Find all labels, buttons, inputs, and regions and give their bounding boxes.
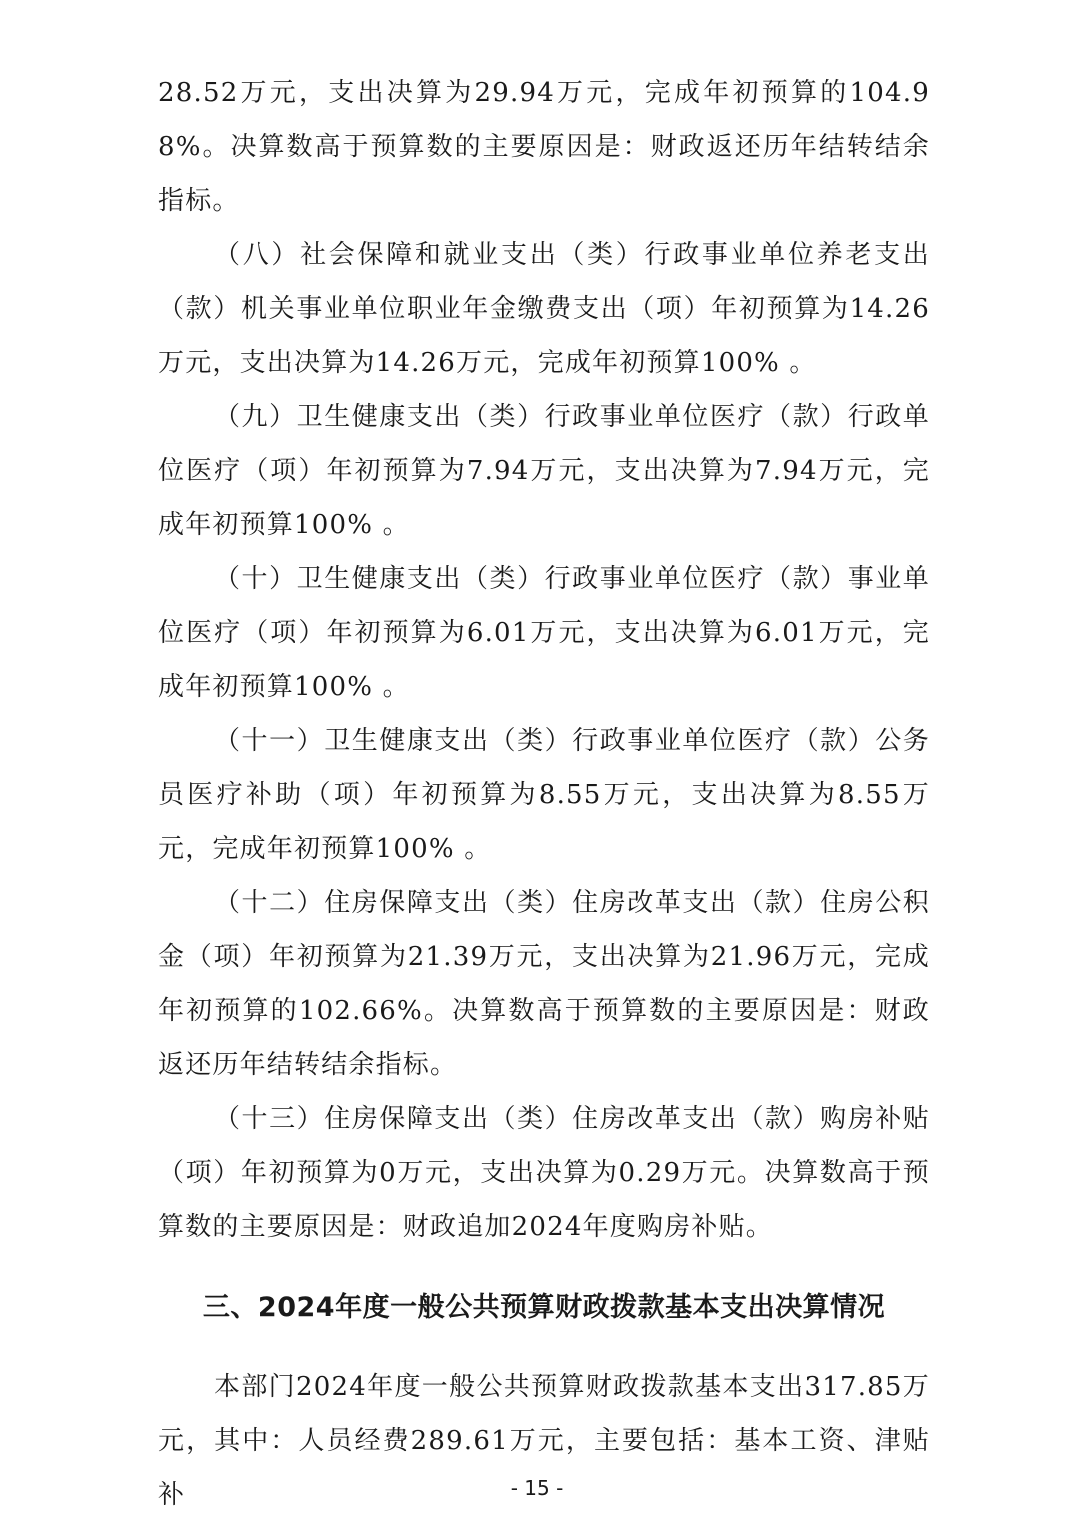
document-body bbox=[158, 66, 930, 1522]
paragraph-item-11: （十一）卫生健康支出（类）行政事业单位医疗（款）公务员医疗补助（项）年初预算为8.55万元，支出决算为8.55万元，完成年初预算100% 。 bbox=[158, 726, 930, 864]
paragraph-item-13: （十三）住房保障支出（类）住房改革支出（款）购房补贴（项）年初预算为0万元，支出决算为0.29万元。决算数高于预算数的主要原因是：财政追加2024年度购房补贴。 bbox=[158, 1104, 930, 1242]
paragraph-basic-expenditure: 本部门2024年度一般公共预算财政拨款基本支出317.85万元，其中：人员经费289.61万元，主要包括：基本工资、津贴补 bbox=[158, 1372, 930, 1510]
paragraph-item-8: （八）社会保障和就业支出（类）行政事业单位养老支出（款）机关事业单位职业年金缴费支出（项）年初预算为14.26万元，支出决算为14.26万元，完成年初预算100% 。 bbox=[158, 240, 930, 378]
paragraph-continuation: 28.52万元，支出决算为29.94万元，完成年初预算的104.98%。决算数高于预算数的主要原因是：财政返还历年结转结余指标。 bbox=[158, 78, 930, 216]
section-heading: 三、2024年度一般公共预算财政拨款基本支出决算情况 bbox=[202, 1292, 886, 1323]
paragraph-item-9: （九）卫生健康支出（类）行政事业单位医疗（款）行政单位医疗（项）年初预算为7.94万元，支出决算为7.94万元，完成年初预算100% 。 bbox=[158, 402, 930, 540]
paragraph-item-10: （十）卫生健康支出（类）行政事业单位医疗（款）事业单位医疗（项）年初预算为6.01万元，支出决算为6.01万元，完成年初预算100% 。 bbox=[158, 564, 930, 702]
page-number: - 15 - bbox=[510, 1476, 564, 1500]
paragraph-item-12: （十二）住房保障支出（类）住房改革支出（款）住房公积金（项）年初预算为21.39万元，支出决算为21.96万元，完成年初预算的102.66%。决算数高于预算数的主要原因是：财政返还历年结转结余指标。 bbox=[158, 888, 930, 1080]
